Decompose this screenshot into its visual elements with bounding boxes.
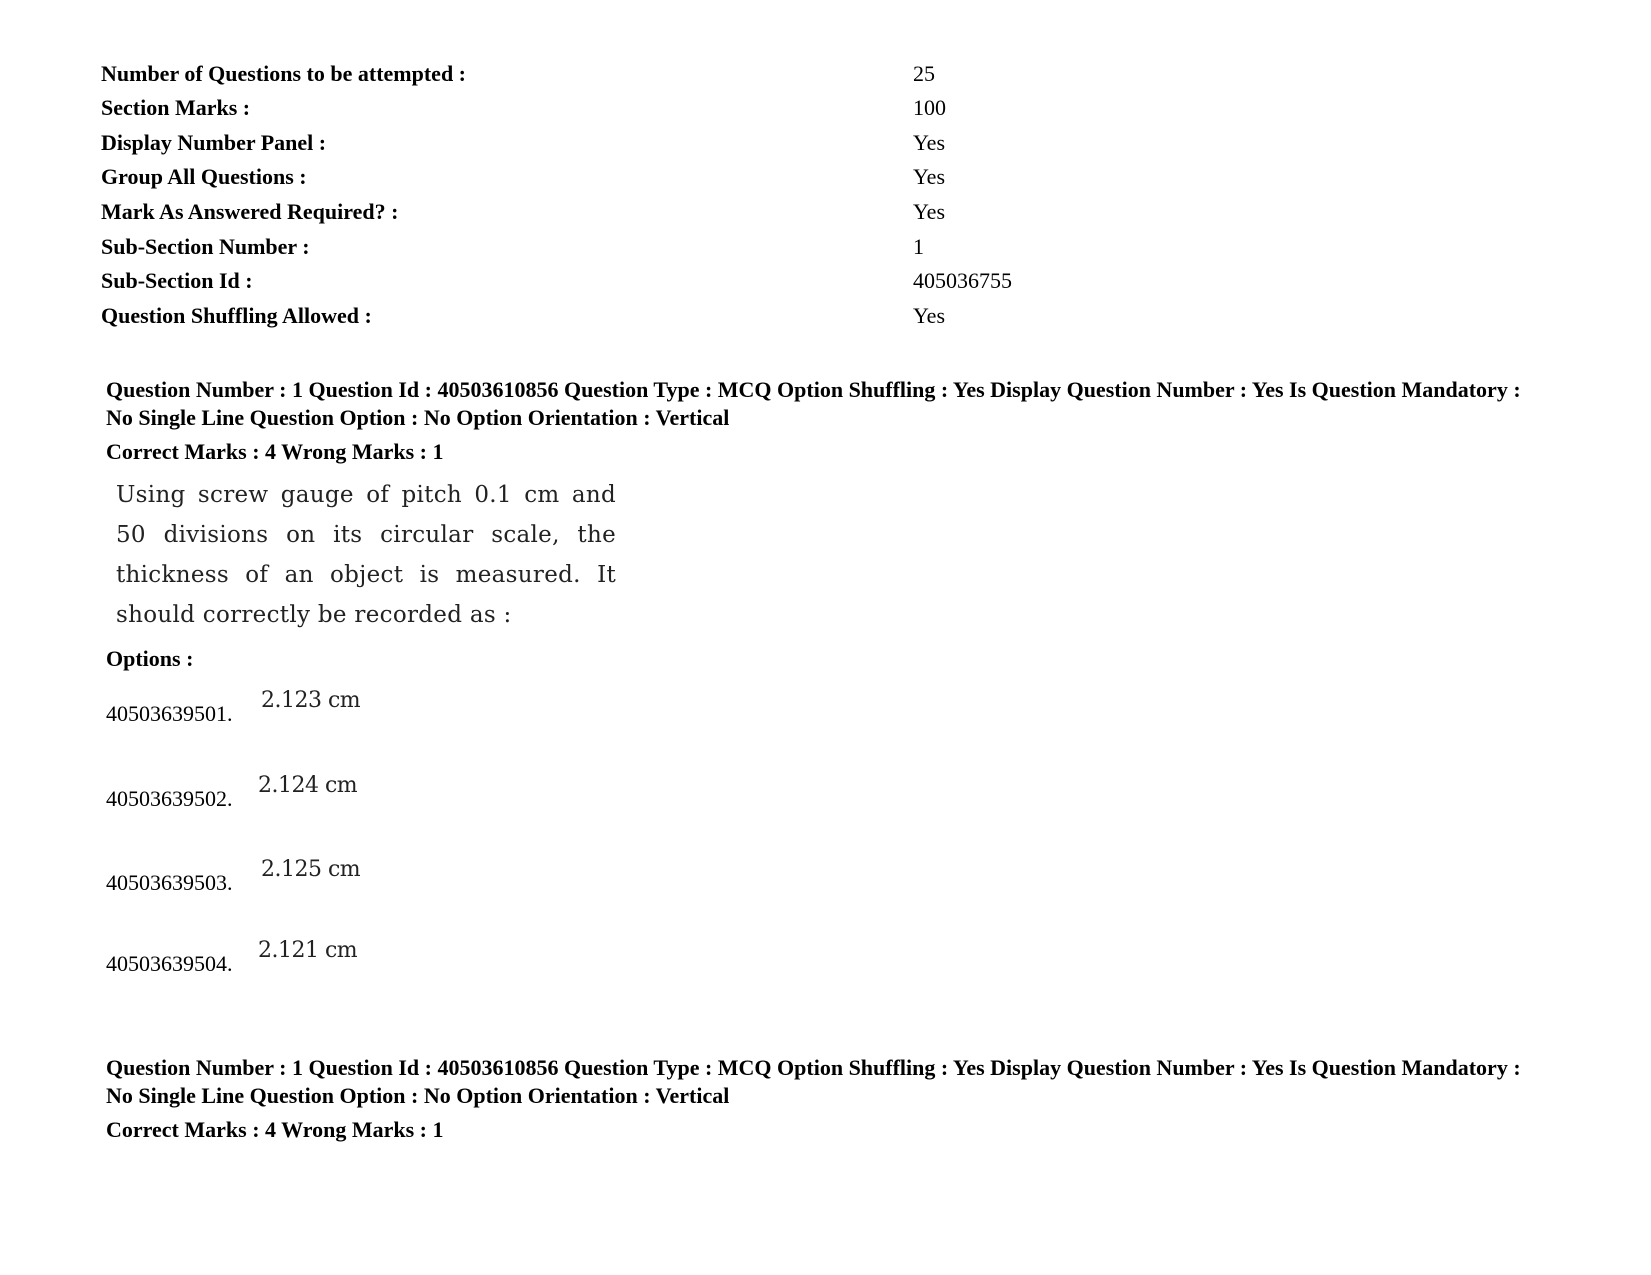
question-marks-2: Correct Marks : 4 Wrong Marks : 1	[106, 1117, 444, 1142]
meta-value: 1	[913, 234, 924, 259]
meta-value: 25	[913, 61, 935, 86]
meta-row-display-number-panel	[101, 128, 1301, 158]
option-item	[106, 773, 606, 813]
option-text: 2.123 cm	[261, 688, 361, 713]
meta-row-mark-as-answered	[101, 197, 1301, 227]
option-item	[106, 688, 606, 728]
meta-label: Sub-Section Id :	[101, 268, 253, 293]
option-id: 40503639503.	[106, 870, 233, 895]
question-marks: Correct Marks : 4 Wrong Marks : 1	[106, 439, 444, 464]
meta-value: Yes	[913, 130, 946, 155]
option-id: 40503639504.	[106, 951, 233, 976]
meta-row-questions-to-attempt	[101, 59, 1301, 89]
options-label: Options :	[106, 646, 194, 671]
meta-label: Display Number Panel :	[101, 130, 327, 155]
meta-row-question-shuffling	[101, 301, 1301, 331]
meta-row-sub-section-number	[101, 232, 1301, 262]
question-header: Question Number : 1 Question Id : 40503610856 Question Type : MCQ Option Shuffling : Yes Display Question Number : Yes Is Question Mandatory : No Single Line Question Option : No Option Orientation : Vertical	[106, 377, 1521, 430]
option-text: 2.121 cm	[258, 938, 358, 963]
question-text: Using screw gauge of pitch 0.1 cm and 50 divisions on its circular scale, the thickness of an object is measured. It should correctly be recorded as :	[116, 482, 616, 628]
option-id: 40503639501.	[106, 701, 233, 726]
meta-value: 405036755	[913, 268, 1012, 293]
meta-row-section-marks	[101, 93, 1301, 123]
meta-row-group-all-questions	[101, 162, 1301, 192]
meta-label: Section Marks :	[101, 95, 251, 120]
meta-label: Question Shuffling Allowed :	[101, 303, 372, 328]
meta-label: Number of Questions to be attempted :	[101, 61, 467, 86]
option-text: 2.124 cm	[258, 773, 358, 798]
meta-label: Sub-Section Number :	[101, 234, 310, 259]
option-item	[106, 938, 606, 978]
meta-row-sub-section-id	[101, 266, 1301, 296]
option-id: 40503639502.	[106, 786, 233, 811]
option-item	[106, 857, 606, 897]
meta-value: Yes	[913, 303, 946, 328]
option-text: 2.125 cm	[261, 857, 361, 882]
question-header-2: Question Number : 1 Question Id : 40503610856 Question Type : MCQ Option Shuffling : Yes Display Question Number : Yes Is Question Mandatory : No Single Line Question Option : No Option Orientation : Vertical	[106, 1055, 1521, 1108]
meta-label: Group All Questions :	[101, 164, 307, 189]
meta-value: Yes	[913, 199, 946, 224]
meta-value: 100	[913, 95, 946, 120]
meta-label: Mark As Answered Required? :	[101, 199, 399, 224]
meta-value: Yes	[913, 164, 946, 189]
